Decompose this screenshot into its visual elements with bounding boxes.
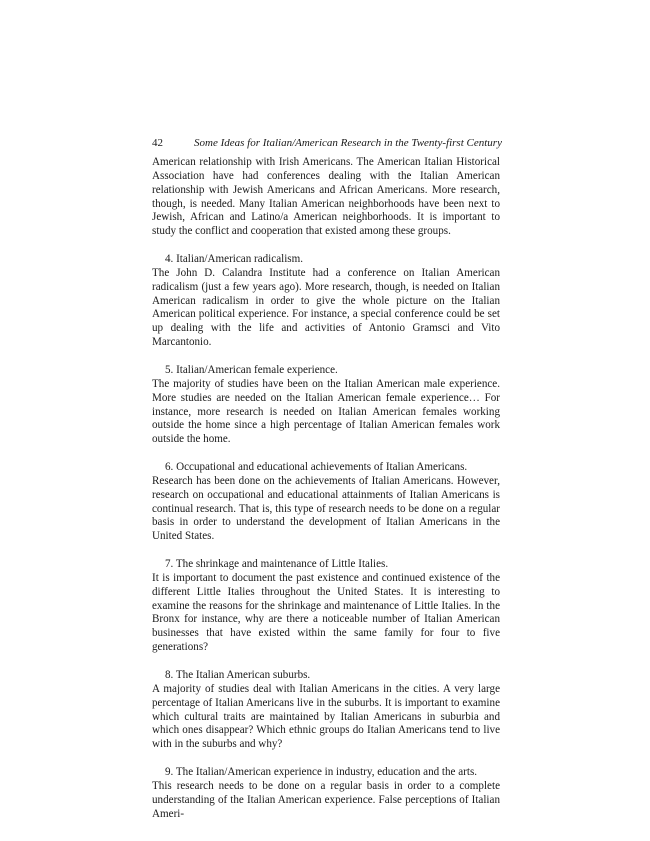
section-heading: 5. Italian/American female experience. (165, 363, 338, 376)
section-paragraph: The John D. Calandra Institute had a conference on Italian American radicalism (just a few years ago). More research, though, is needed on Italian American radicalism in order to give the whole picture on the Italian American political experience. For instance, a special conference could be set up dealing with the life and activities of Antonio Gramsci and Vito Marcantonio. (152, 266, 500, 349)
intro-paragraph: American relationship with Irish Americans. The American Italian Historical Association have had conferences dealing with the Italian American relationship with Jewish Americans and African Americans. More research, though, is needed. Many Italian American neighborhoods have been next to Jewish, African and Latino/a American neighborhoods. It is important to study the conflict and cooperation that existed among these groups. (152, 156, 500, 238)
section-suburbs (152, 669, 500, 752)
section-female-experience (152, 364, 500, 447)
section-paragraph: This research needs to be done on a regular basis in order to a complete understanding of the Italian American experience. False perceptions of Italian Ameri- (152, 779, 500, 820)
page-number: 42 (152, 137, 163, 149)
section-occupational-achievements (152, 461, 500, 544)
body-text (152, 156, 500, 821)
section-paragraph: It is important to document the past existence and continued existence of the different Little Italies throughout the United States. It is interesting to examine the reasons for the shrinkage and maintenance of Little Italies. In the Bronx for instance, why are there a noticeable number of Italian American businesses that have existed within the same family for four to five generations? (152, 571, 500, 654)
section-heading: 6. Occupational and educational achievements of Italian Americans. (165, 461, 468, 474)
running-title: Some Ideas for Italian/American Research in the Twenty-first Century (194, 137, 502, 149)
running-header (152, 136, 512, 150)
section-heading: 7. The shrinkage and maintenance of Little Italies. (165, 558, 389, 571)
section-industry-education-arts (152, 766, 500, 821)
section-paragraph: The majority of studies have been on the Italian American male experience. More studies are needed on the Italian American female experience… For instance, more research is needed on Italian American females working outside the home since a high percentage of Italian American females work outside the home. (152, 377, 500, 446)
section-little-italies (152, 558, 500, 655)
section-paragraph: Research has been done on the achievements of Italian Americans. However, research on occupational and educational attainments of Italian Americans is continual research. That is, this type of research needs to be done on a regular basis in order to understand the development of Italian Americans in the United States. (152, 474, 500, 543)
section-radicalism (152, 253, 500, 350)
section-heading: 8. The Italian American suburbs. (165, 669, 311, 681)
section-heading: 9. The Italian/American experience in industry, education and the arts. (165, 766, 478, 779)
section-heading: 4. Italian/American radicalism. (165, 253, 304, 266)
section-paragraph: A majority of studies deal with Italian Americans in the cities. A very large percentage of Italian Americans live in the suburbs. It is important to examine which cultural traits are maintained by Italian Americans in suburbia and which ones disappear? Which ethnic groups do Italian Americans tend to live with in the suburbs and why? (152, 682, 500, 751)
